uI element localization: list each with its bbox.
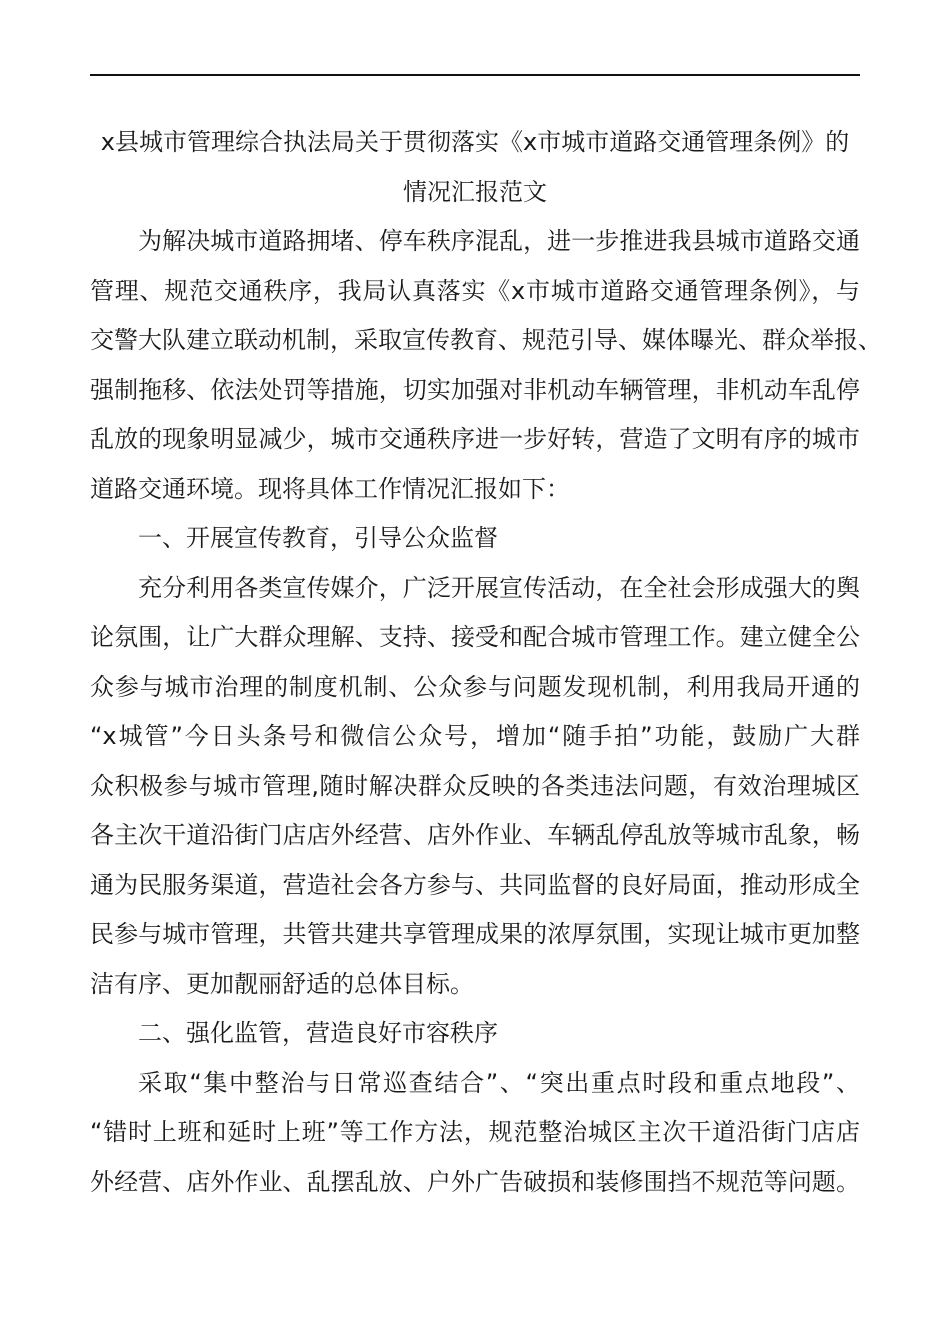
section-1-paragraph <box>90 564 860 1010</box>
text-line: 论氛围，让广大群众理解、支持、接受和配合城市管理工作。建立健全公 <box>90 623 860 651</box>
text-line: 交警大队建立联动机制，采取宣传教育、规范引导、媒体曝光、群众举报、 <box>90 326 882 354</box>
document-title <box>90 118 860 217</box>
intro-paragraph <box>90 217 882 514</box>
text-line: 众参与城市治理的制度机制、公众参与问题发现机制，利用我局开通的 <box>90 672 860 701</box>
text-line: “错时上班和延时上班”等工作方法，规范整治城区主次干道沿街门店店 <box>90 1118 860 1146</box>
text-line: 外经营、店外作业、乱摆乱放、户外广告破损和装修围挡不规范等问题。 <box>90 1167 860 1196</box>
text-line: 众积极参与城市管理,随时解决群众反映的各类违法问题，有效治理城区 <box>90 771 860 800</box>
text-line: 为解决城市道路拥堵、停车秩序混乱，进一步推进我县城市道路交通 <box>138 227 860 255</box>
text-line: 各主次干道沿街门店店外经营、店外作业、车辆乱停乱放等城市乱象，畅 <box>90 821 860 849</box>
text-line: 管理、规范交通秩序，我局认真落实《x市城市道路交通管理条例》，与 <box>90 276 860 305</box>
document-body <box>90 118 882 1207</box>
title-line-1: x县城市管理综合执法局关于贯彻落实《x市城市道路交通管理条例》的 <box>100 128 850 156</box>
header-rule <box>90 74 860 76</box>
text-line: 道路交通环境。现将具体工作情况汇报如下： <box>90 474 570 503</box>
text-line: “x城管”今日头条号和微信公众号，增加“随手拍”功能，鼓励广大群 <box>90 722 860 750</box>
text-line: 采取“集中整治与日常巡查结合”、“突出重点时段和重点地段”、 <box>138 1068 860 1097</box>
text-line: 充分利用各类宣传媒介，广泛开展宣传活动，在全社会形成强大的舆 <box>138 573 860 602</box>
text-line: 强制拖移、依法处罚等措施，切实加强对非机动车辆管理，非机动车乱停 <box>90 375 860 404</box>
text-line: 乱放的现象明显减少，城市交通秩序进一步好转，营造了文明有序的城市 <box>90 425 860 453</box>
text-line: 通为民服务渠道，营造社会各方参与、共同监督的良好局面，推动形成全 <box>90 870 860 899</box>
title-line-2: 情况汇报范文 <box>403 177 547 206</box>
section-heading-2: 二、强化监管，营造良好市容秩序 <box>138 1019 498 1047</box>
section-heading-1: 一、开展宣传教育，引导公众监督 <box>138 524 498 552</box>
text-line: 民参与城市管理，共管共建共享管理成果的浓厚氛围，实现让城市更加整 <box>90 920 860 948</box>
section-2-paragraph <box>90 1059 860 1208</box>
text-line: 洁有序、更加靓丽舒适的总体目标。 <box>90 969 474 998</box>
